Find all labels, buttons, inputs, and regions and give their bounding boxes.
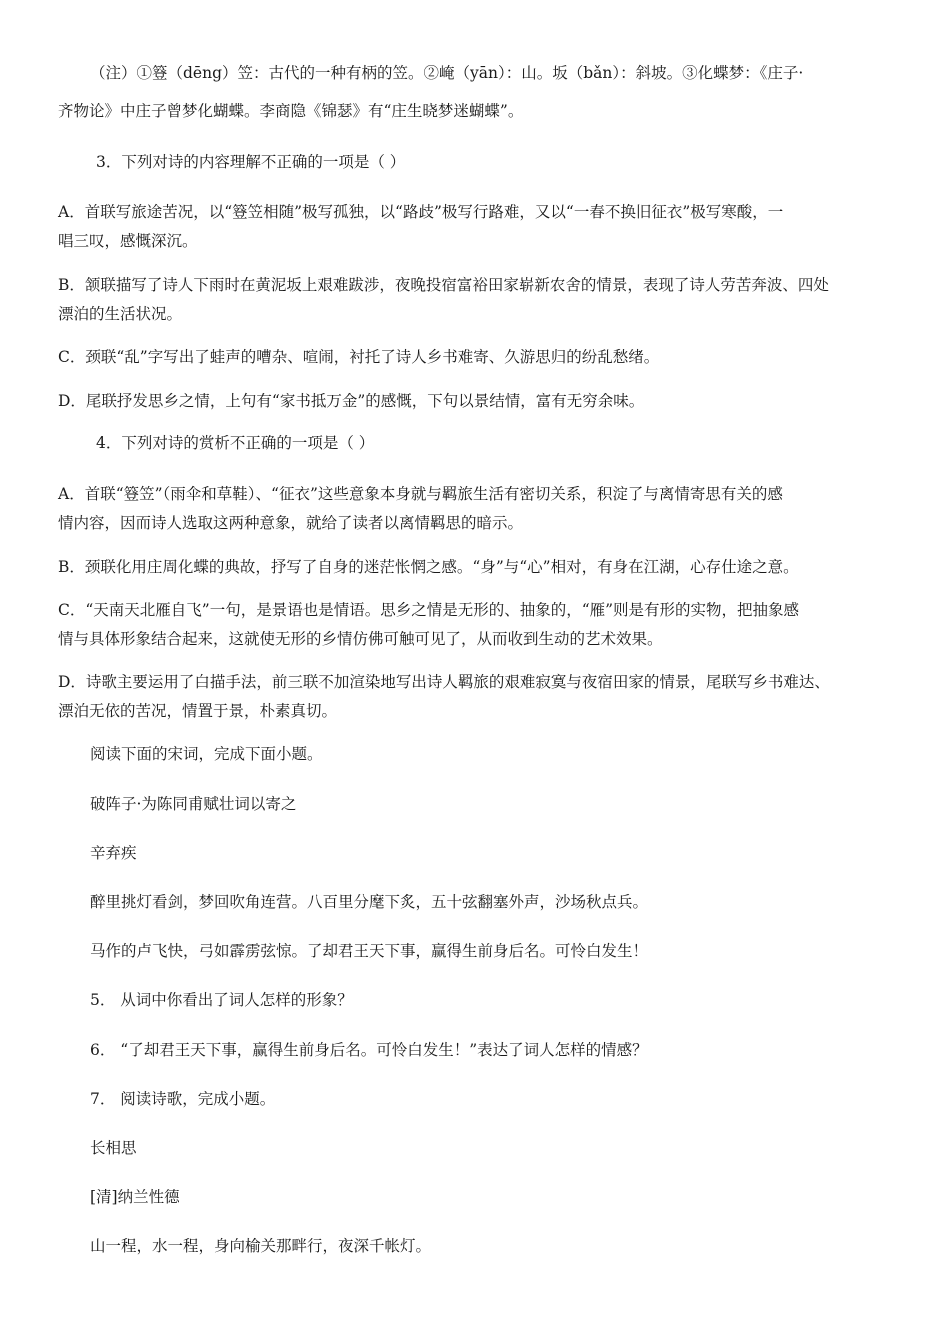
q4-option-d-line-2: 漂泊无依的苦况，情置于景，朴素真切。	[58, 702, 338, 720]
q3-option-a-line-1: A．首联写旅途苦况，以“簦笠相随”极写孤独，以“路歧”极写行路难，又以“一春不换旧征衣”极写寒酸，一	[58, 203, 784, 221]
poem-title: 长相思	[90, 1139, 137, 1157]
q4-option-a-line-1: A．首联“簦笠”（雨伞和草鞋）、“征衣”这些意象本身就与羁旅生活有密切关系，积淀了与离情寄思有关的感	[58, 485, 783, 503]
note-line-1: （注）①簦（dēng）笠：古代的一种有柄的笠。②崦（yān）：山。坂（bǎn）：斜坡。③化蝶梦：《庄子·	[90, 64, 804, 82]
ci-author: 辛弃疾	[90, 844, 137, 862]
q3-option-b-line-1: B．颔联描写了诗人下雨时在黄泥坂上艰难跋涉，夜晚投宿富裕田家崭新农舍的情景，表现了诗人劳苦奔波、四处	[58, 276, 829, 294]
q3-option-b-line-2: 漂泊的生活状况。	[58, 305, 183, 323]
poem-author: [清]纳兰性德	[90, 1188, 180, 1206]
q3-option-c: C．颈联“乱”字写出了蛙声的嘈杂、喧闹，衬托了诗人乡书难寄、久游思归的纷乱愁绪。	[58, 348, 660, 366]
question-7-stem: 7． 阅读诗歌，完成小题。	[90, 1090, 276, 1108]
poem-line-1: 山一程，水一程，身向榆关那畔行，夜深千帐灯。	[90, 1237, 432, 1255]
q4-option-c-line-2: 情与具体形象结合起来，这就使无形的乡情仿佛可触可见了，从而收到生动的艺术效果。	[58, 630, 663, 648]
q4-option-a-line-2: 情内容，因而诗人选取这两种意象，就给了读者以离情羁思的暗示。	[58, 514, 524, 532]
question-6: 6． “了却君王天下事，赢得生前身后名。可怜白发生！”表达了词人怎样的情感？	[90, 1041, 648, 1059]
q3-option-a-line-2: 唱三叹，感慨深沉。	[58, 232, 198, 250]
ci-reading-intro: 阅读下面的宋词，完成下面小题。	[90, 745, 323, 763]
q4-option-c-line-1: C．“天南天北雁自飞”一句，是景语也是情语。思乡之情是无形的、抽象的，“雁”则是有形的实物，把抽象感	[58, 601, 800, 619]
ci-line-1: 醉里挑灯看剑，梦回吹角连营。八百里分麾下炙，五十弦翻塞外声，沙场秋点兵。	[90, 893, 649, 911]
q4-option-b: B．颈联化用庄周化蝶的典故，抒写了自身的迷茫怅惘之感。“身”与“心”相对，有身在江湖，心存仕途之意。	[58, 558, 799, 576]
ci-line-2: 马作的卢飞快，弓如霹雳弦惊。了却君王天下事，赢得生前身后名。可怜白发生！	[90, 942, 649, 960]
question-4-stem: 4．下列对诗的赏析不正确的一项是（ ）	[96, 434, 375, 452]
q4-option-d-line-1: D．诗歌主要运用了白描手法，前三联不加渲染地写出诗人羁旅的艰难寂寞与夜宿田家的情景，尾联写乡书难达、	[58, 673, 830, 691]
ci-title: 破阵子·为陈同甫赋壮词以寄之	[90, 795, 297, 813]
note-line-2: 齐物论》中庄子曾梦化蝴蝶。李商隐《锦瑟》有“庄生晓梦迷蝴蝶”。	[58, 102, 524, 120]
question-3-stem: 3．下列对诗的内容理解不正确的一项是（ ）	[96, 153, 406, 171]
q3-option-d: D．尾联抒发思乡之情，上句有“家书抵万金”的感慨，下句以景结情，富有无穷余味。	[58, 392, 645, 410]
question-5: 5． 从词中你看出了词人怎样的形象？	[90, 991, 353, 1009]
